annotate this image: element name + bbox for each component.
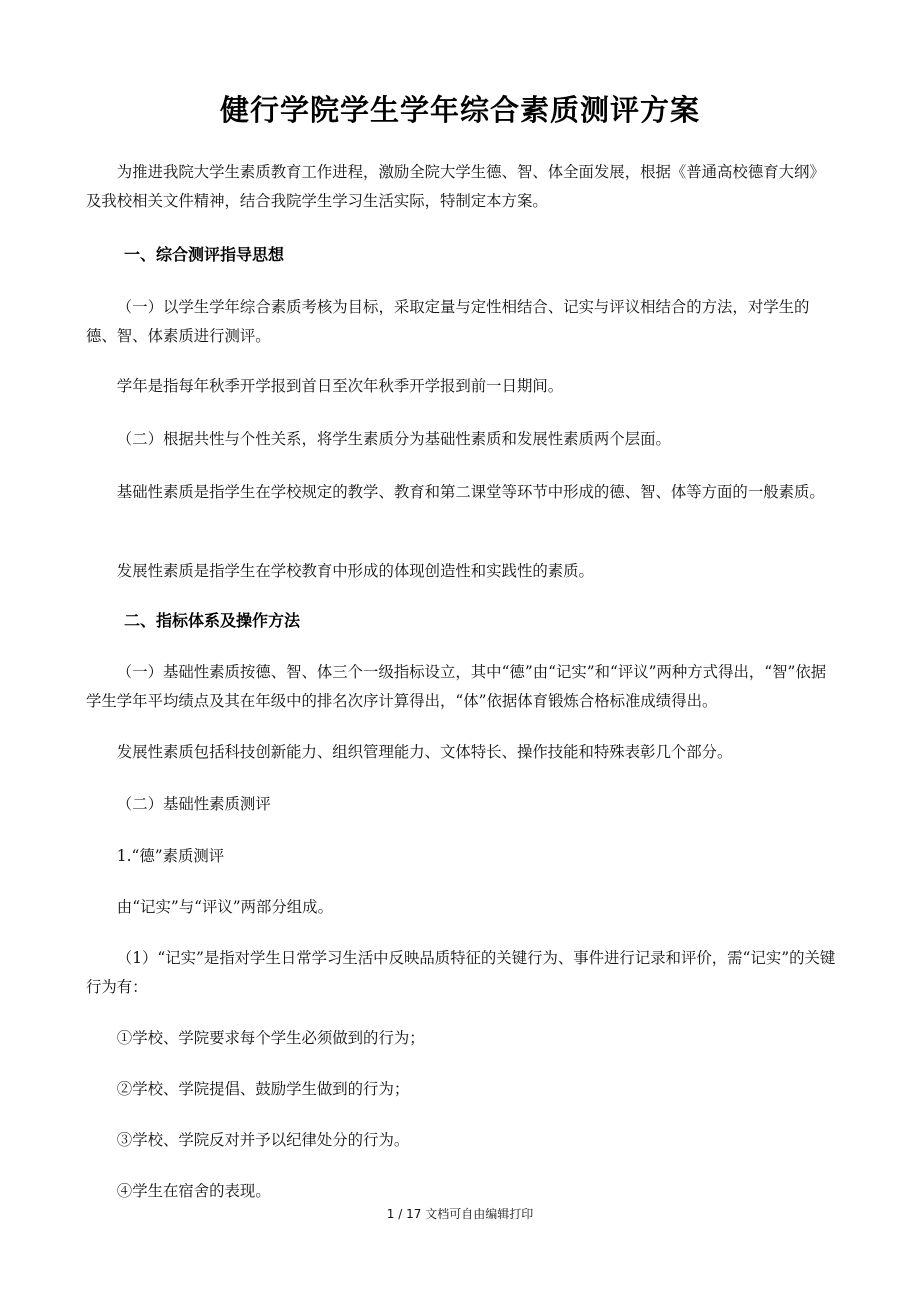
paragraph-1-3: （二）根据共性与个性关系，将学生素质分为基础性素质和发展性素质两个层面。 [116, 430, 671, 448]
paragraph-2-5: 由“记实”与“评议”两部分组成。 [116, 898, 333, 916]
paragraph-1-5: 发展性素质是指学生在学校教育中形成的体现创造性和实践性的素质。 [116, 562, 594, 580]
paragraph-1-4: 基础性素质是指学生在学校规定的教学、教育和第二课堂等环节中形成的德、智、体等方面的一般素质。 [116, 483, 825, 501]
list-item: ③学校、学院反对并予以纪律处分的行为。 [116, 1131, 410, 1149]
page-footer: 1 / 17 文档可自由编辑打印 [386, 1207, 534, 1221]
paragraph-1-2: 学年是指每年秋季开学报到首日至次年秋季开学报到前一日期间。 [116, 377, 564, 395]
paragraph-2-3: （二）基础性素质测评 [116, 795, 271, 813]
paragraph-2-2: 发展性素质包括科技创新能力、组织管理能力、文体特长、操作技能和特殊表彰几个部分。 [116, 743, 733, 761]
list-item: ④学生在宿舍的表现。 [116, 1182, 271, 1200]
section-heading-1: 一、综合测评指导思想 [124, 245, 285, 264]
paragraph-2-6: （1）“记实”是指对学生日常学习生活中反映品质特征的关键行为、事件进行记录和评价，需“记实”的关键行为有： [86, 949, 836, 996]
list-item: ②学校、学院提倡、鼓励学生做到的行为； [116, 1080, 410, 1098]
paragraph-2-1: （一）基础性素质按德、智、体三个一级指标设立，其中“德”由“记实”和“评议”两种方式得出，“智”依据学生学年平均绩点及其在年级中的排名次序计算得出，“体”依据体育锻炼合格标准成绩得出。 [86, 663, 827, 710]
list-item: ①学校、学院要求每个学生必须做到的行为； [116, 1029, 425, 1047]
paragraph-1-1: （一）以学生学年综合素质考核为目标，采取定量与定性相结合、记实与评议相结合的方法，对学生的德、智、体素质进行测评。 [86, 298, 810, 345]
intro-paragraph: 为推进我院大学生素质教育工作进程，激励全院大学生德、智、体全面发展，根据《普通高校德育大纲》及我校相关文件精神，结合我院学生学习生活实际，特制定本方案。 [86, 163, 825, 210]
section-heading-2: 二、指标体系及操作方法 [124, 611, 301, 630]
paragraph-2-4: 1.“德”素质测评 [116, 847, 225, 865]
document-title: 健行学院学生学年综合素质测评方案 [219, 93, 700, 127]
